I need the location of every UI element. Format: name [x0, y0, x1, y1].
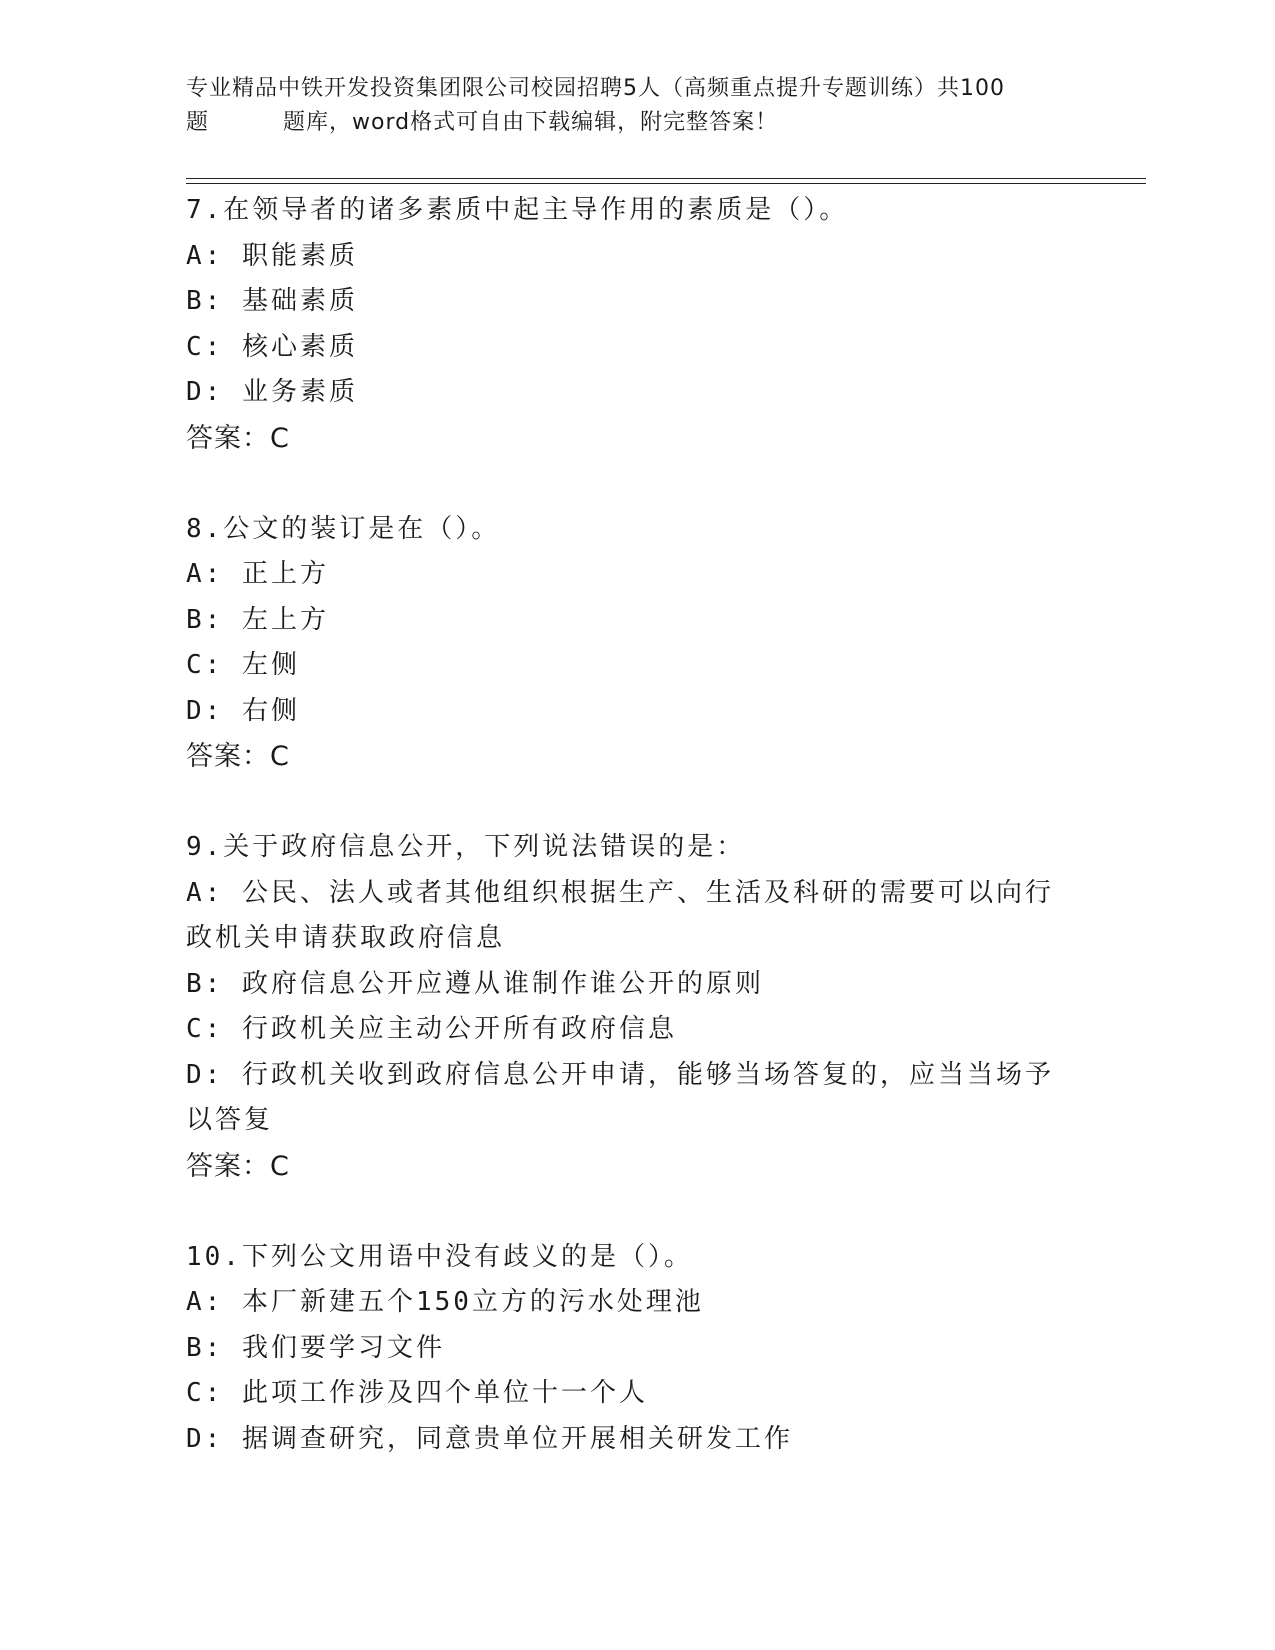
option-d: D: 据调查研究，同意贵单位开展相关研发工作	[186, 1423, 793, 1454]
option-d: D: 业务素质	[186, 377, 358, 407]
option-d: D: 右侧	[186, 695, 300, 726]
option-a: A: 职能素质	[186, 240, 358, 271]
header-line-1: 专业精品中铁开发投资集团限公司校园招聘5人（高频重点提升专题训练）共100	[186, 76, 1005, 101]
option-b: B: 我们要学习文件	[186, 1332, 445, 1363]
question-7	[186, 188, 1086, 462]
header-line-2	[186, 106, 1086, 140]
option-a: A: 公民、法人或者其他组织根据生产、生活及科研的需要可以向行政机关申请获取政府信息	[186, 877, 1054, 953]
question-stem: 7.在领导者的诸多素质中起主导作用的素质是（）。	[186, 195, 849, 225]
option-d: D: 行政机关收到政府信息公开申请，能够当场答复的，应当当场予以答复	[186, 1059, 1054, 1135]
question-list	[186, 188, 1086, 1462]
document-header	[186, 72, 1086, 140]
question-9	[186, 825, 1086, 1190]
header-divider-top	[186, 178, 1146, 179]
option-b: B: 左上方	[186, 604, 329, 635]
question-stem: 9.关于政府信息公开，下列说法错误的是：	[186, 832, 746, 862]
question-10	[186, 1235, 1086, 1463]
header-line-2-end: 题库，word格式可自由下载编辑，附完整答案！	[283, 110, 779, 135]
option-a: A: 正上方	[186, 559, 329, 589]
answer: 答案：C	[186, 741, 290, 772]
question-stem: 10.下列公文用语中没有歧义的是（）。	[186, 1241, 693, 1272]
option-c: C: 左侧	[186, 650, 300, 680]
option-c: C: 核心素质	[186, 331, 358, 362]
header-divider-bottom	[186, 183, 1146, 184]
answer: 答案：C	[186, 1150, 290, 1182]
option-b: B: 基础素质	[186, 286, 358, 316]
answer: 答案：C	[186, 422, 290, 454]
option-b: B: 政府信息公开应遵从谁制作谁公开的原则	[186, 968, 764, 999]
option-c: C: 此项工作涉及四个单位十一个人	[186, 1378, 648, 1408]
question-stem: 8.公文的装订是在（）。	[186, 513, 501, 544]
option-c: C: 行政机关应主动公开所有政府信息	[186, 1014, 677, 1044]
question-8	[186, 507, 1086, 781]
header-line-2-start: 题	[186, 110, 210, 135]
option-a: A: 本厂新建五个150立方的污水处理池	[186, 1287, 704, 1317]
